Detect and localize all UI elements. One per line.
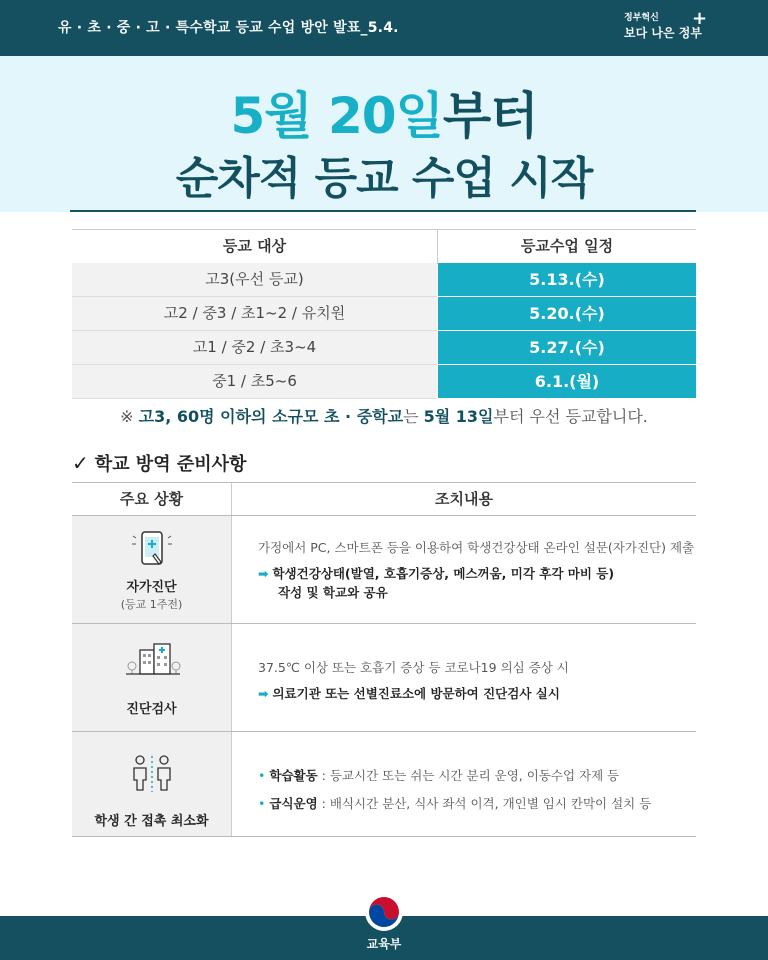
- self-check-sub: (등교 1주전): [120, 598, 183, 611]
- schedule-target: 고2 / 중3 / 초1~2 / 유치원: [72, 297, 437, 331]
- self-check-line2: [258, 564, 614, 582]
- note-bold1: 고3, 60명 이하의 소규모 초 · 중학교: [138, 407, 404, 426]
- note-mid: 는: [403, 407, 424, 426]
- self-check-line3-text: 작성 및 학교와 공유: [278, 585, 388, 600]
- schedule-note: [0, 404, 768, 427]
- prep-col-situation: 주요 상황: [72, 483, 232, 515]
- self-check-line3: [278, 583, 388, 601]
- schedule-row: [72, 297, 696, 330]
- schedule-date: 5.27.(수): [438, 331, 696, 365]
- ministry-name: 교육부: [366, 937, 402, 951]
- check-icon: ✓: [72, 451, 89, 475]
- logo-line2: 보다 나은 정부: [624, 26, 702, 40]
- distancing-item1: • 학습활동 : 등교시간 또는 쉬는 시간 분리 운영, 이동수업 자제 등: [258, 768, 620, 783]
- schedule-col-target: 등교 대상: [72, 230, 438, 263]
- schedule-header: [72, 229, 696, 264]
- note-bold2: 5월 13일: [423, 407, 494, 426]
- prep-col-action: 조치내용: [435, 490, 493, 508]
- prep-row-diagnosis: [72, 624, 696, 732]
- bullet-icon: •: [258, 796, 266, 811]
- logo-line1: 정부혁신: [624, 13, 659, 23]
- smartphone-icon: [122, 528, 182, 572]
- hero-date-suffix: 부터: [442, 87, 538, 145]
- schedule-date: 6.1.(월): [438, 365, 696, 399]
- schedule-row: [72, 331, 696, 364]
- diagnosis-line2-text: 의료기관 또는 선별진료소에 방문하여 진단검사 실시: [272, 686, 560, 701]
- hero-headline: [0, 76, 768, 148]
- prep-table: [72, 482, 696, 837]
- schedule-target: 중1 / 초5~6: [72, 365, 437, 399]
- schedule-date: 5.20.(수): [438, 297, 696, 331]
- hero-banner: [0, 56, 768, 212]
- item1-key: 학습활동: [269, 768, 318, 783]
- prep-row-right: [232, 624, 696, 731]
- top-banner: [0, 0, 768, 56]
- government-logo: [624, 8, 708, 48]
- arrow-right-icon: ➡: [258, 566, 269, 581]
- distancing-label: 학생 간 접촉 최소화: [94, 814, 209, 829]
- prep-row-right: [232, 516, 696, 623]
- note-suffix: 부터 우선 등교합니다.: [493, 407, 648, 426]
- item1-value: 등교시간 또는 쉬는 시간 분리 운영, 이동수업 자제 등: [329, 768, 620, 783]
- note-prefix: ※: [120, 407, 139, 426]
- diagnosis-line2: [258, 684, 560, 702]
- header-title: 유 · 초 · 중 · 고 · 특수학교 등교 수업 방안 발표_5.4.: [58, 20, 399, 36]
- schedule-target: 고1 / 중2 / 초3~4: [72, 331, 437, 365]
- schedule-row: [72, 365, 696, 398]
- schedule-col-date: 등교수업 일정: [520, 237, 614, 255]
- schedule-date: 5.13.(수): [438, 263, 696, 297]
- schedule-target: 고3(우선 등교): [72, 263, 437, 297]
- hero-subheadline: 순차적 등교 수업 시작: [175, 153, 593, 204]
- self-check-line2-text: 학생건강상태(발열, 호흡기증상, 메스꺼움, 미각 후각 마비 등): [272, 566, 615, 581]
- self-check-label: 자가진단: [126, 580, 177, 595]
- prep-row-self-check: [72, 516, 696, 624]
- prep-row-left: [72, 516, 232, 623]
- taegeuk-emblem-icon: [364, 892, 404, 932]
- bullet-icon: •: [258, 768, 266, 783]
- hero-date: 5월 20일: [230, 87, 443, 145]
- students-icon: [122, 752, 182, 796]
- divider: [70, 210, 696, 212]
- self-check-line1: 가정에서 PC, 스마트폰 등을 이용하여 학생건강상태 온라인 설문(자가진단) 제출: [258, 540, 695, 555]
- item2-value: 배식시간 분산, 식사 좌석 이격, 개인별 임시 칸막이 설치 등: [329, 796, 652, 811]
- prep-row-left: [72, 732, 232, 836]
- section-title: [72, 450, 246, 476]
- prep-row-distancing: [72, 732, 696, 837]
- prep-row-left: [72, 624, 232, 731]
- distancing-item2: • 급식운영 : 배식시간 분산, 식사 좌석 이격, 개인별 임시 칸막이 설치 등: [258, 796, 652, 811]
- item2-key: 급식운영: [269, 796, 318, 811]
- prep-row-right: [232, 732, 696, 836]
- schedule-row: [72, 263, 696, 296]
- diagnosis-line1: 37.5℃ 이상 또는 호흡기 증상 등 코로나19 의심 증상 시: [258, 660, 569, 675]
- plus-icon: +: [692, 8, 708, 29]
- prep-header: [72, 483, 696, 516]
- arrow-right-icon: ➡: [258, 686, 269, 701]
- diagnosis-label: 진단검사: [126, 702, 177, 717]
- hospital-icon: [122, 638, 182, 682]
- section-title-text: 학교 방역 준비사항: [94, 454, 247, 475]
